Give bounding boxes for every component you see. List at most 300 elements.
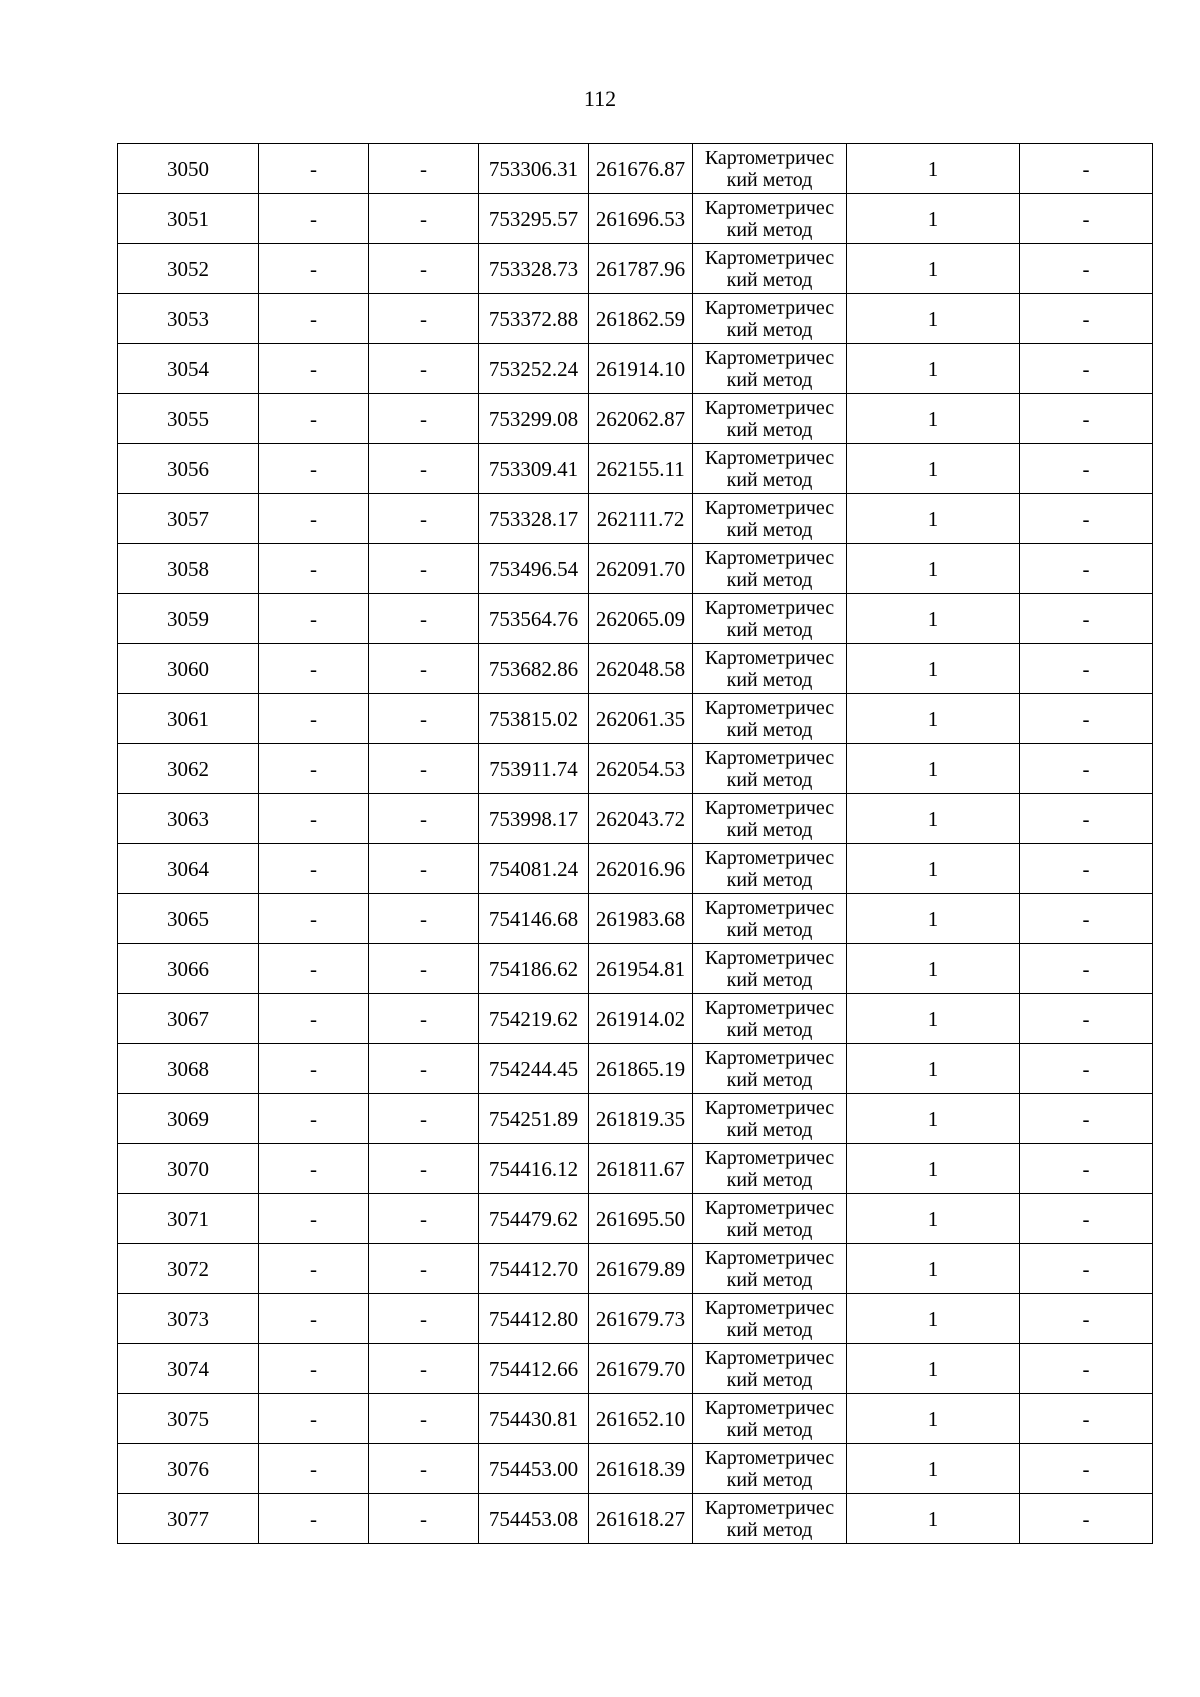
table-row bbox=[118, 594, 1153, 644]
point-id-cell: 3072 bbox=[118, 1244, 259, 1294]
method-text-line1: Картометричес bbox=[704, 496, 835, 519]
method-text-line2: кий метод bbox=[726, 768, 813, 791]
method-text-line1: Картометричес bbox=[704, 796, 835, 819]
y-coordinate-cell: 261696.53 bbox=[589, 194, 693, 244]
method-text-line2: кий метод bbox=[726, 318, 813, 341]
dash-cell: - bbox=[259, 1494, 369, 1544]
method-text-line2: кий метод bbox=[726, 218, 813, 241]
y-coordinate-cell: 261811.67 bbox=[589, 1144, 693, 1194]
x-coordinate-cell: 753496.54 bbox=[479, 544, 589, 594]
method-text-line2: кий метод bbox=[726, 168, 813, 191]
count-cell: 1 bbox=[847, 494, 1020, 544]
point-id-cell: 3050 bbox=[118, 144, 259, 194]
count-cell: 1 bbox=[847, 344, 1020, 394]
point-id-cell: 3059 bbox=[118, 594, 259, 644]
method-text-line2: кий метод bbox=[726, 918, 813, 941]
dash-cell: - bbox=[259, 1044, 369, 1094]
method-cell bbox=[693, 994, 847, 1044]
dash-cell: - bbox=[1020, 1144, 1153, 1194]
y-coordinate-cell: 261914.02 bbox=[589, 994, 693, 1044]
point-id-cell: 3063 bbox=[118, 794, 259, 844]
count-cell: 1 bbox=[847, 1044, 1020, 1094]
page-number: 112 bbox=[583, 86, 617, 111]
dash-cell: - bbox=[1020, 694, 1153, 744]
dash-cell: - bbox=[259, 294, 369, 344]
dash-cell: - bbox=[1020, 894, 1153, 944]
point-id-cell: 3064 bbox=[118, 844, 259, 894]
table-row bbox=[118, 1044, 1153, 1094]
point-id-cell: 3069 bbox=[118, 1094, 259, 1144]
method-text-line1: Картометричес bbox=[704, 396, 835, 419]
dash-cell: - bbox=[259, 744, 369, 794]
method-text-line1: Картометричес bbox=[704, 446, 835, 469]
method-text-line1: Картометричес bbox=[704, 1196, 835, 1219]
dash-cell: - bbox=[1020, 944, 1153, 994]
count-cell: 1 bbox=[847, 1194, 1020, 1244]
method-cell bbox=[693, 1244, 847, 1294]
dash-cell: - bbox=[1020, 544, 1153, 594]
y-coordinate-cell: 261679.73 bbox=[589, 1294, 693, 1344]
dash-cell: - bbox=[369, 1394, 479, 1444]
point-id-cell: 3054 bbox=[118, 344, 259, 394]
point-id-cell: 3076 bbox=[118, 1444, 259, 1494]
dash-cell: - bbox=[259, 194, 369, 244]
x-coordinate-cell: 753309.41 bbox=[479, 444, 589, 494]
x-coordinate-cell: 754219.62 bbox=[479, 994, 589, 1044]
table-row bbox=[118, 694, 1153, 744]
x-coordinate-cell: 754453.08 bbox=[479, 1494, 589, 1544]
table-row bbox=[118, 494, 1153, 544]
point-id-cell: 3075 bbox=[118, 1394, 259, 1444]
count-cell: 1 bbox=[847, 1144, 1020, 1194]
x-coordinate-cell: 753328.17 bbox=[479, 494, 589, 544]
method-cell bbox=[693, 144, 847, 194]
method-text-line2: кий метод bbox=[726, 1268, 813, 1291]
method-cell bbox=[693, 344, 847, 394]
dash-cell: - bbox=[1020, 1294, 1153, 1344]
dash-cell: - bbox=[259, 844, 369, 894]
y-coordinate-cell: 261914.10 bbox=[589, 344, 693, 394]
point-id-cell: 3051 bbox=[118, 194, 259, 244]
count-cell: 1 bbox=[847, 894, 1020, 944]
dash-cell: - bbox=[1020, 244, 1153, 294]
table-row bbox=[118, 794, 1153, 844]
count-cell: 1 bbox=[847, 594, 1020, 644]
method-text-line1: Картометричес bbox=[704, 896, 835, 919]
method-text-line1: Картометричес bbox=[704, 196, 835, 219]
dash-cell: - bbox=[259, 394, 369, 444]
count-cell: 1 bbox=[847, 244, 1020, 294]
dash-cell: - bbox=[1020, 1094, 1153, 1144]
method-text-line2: кий метод bbox=[726, 1118, 813, 1141]
dash-cell: - bbox=[369, 444, 479, 494]
coordinates-table bbox=[117, 143, 1153, 1544]
method-cell bbox=[693, 594, 847, 644]
point-id-cell: 3055 bbox=[118, 394, 259, 444]
y-coordinate-cell: 261618.27 bbox=[589, 1494, 693, 1544]
x-coordinate-cell: 754186.62 bbox=[479, 944, 589, 994]
dash-cell: - bbox=[1020, 444, 1153, 494]
dash-cell: - bbox=[369, 1344, 479, 1394]
point-id-cell: 3066 bbox=[118, 944, 259, 994]
table-row bbox=[118, 144, 1153, 194]
dash-cell: - bbox=[1020, 1194, 1153, 1244]
dash-cell: - bbox=[259, 444, 369, 494]
dash-cell: - bbox=[369, 194, 479, 244]
table-row bbox=[118, 644, 1153, 694]
x-coordinate-cell: 753682.86 bbox=[479, 644, 589, 694]
y-coordinate-cell: 261676.87 bbox=[589, 144, 693, 194]
y-coordinate-cell: 261679.89 bbox=[589, 1244, 693, 1294]
method-cell bbox=[693, 1144, 847, 1194]
count-cell: 1 bbox=[847, 1444, 1020, 1494]
count-cell: 1 bbox=[847, 794, 1020, 844]
dash-cell: - bbox=[259, 1444, 369, 1494]
x-coordinate-cell: 753328.73 bbox=[479, 244, 589, 294]
dash-cell: - bbox=[259, 894, 369, 944]
x-coordinate-cell: 754412.66 bbox=[479, 1344, 589, 1394]
dash-cell: - bbox=[259, 1344, 369, 1394]
dash-cell: - bbox=[1020, 194, 1153, 244]
x-coordinate-cell: 753564.76 bbox=[479, 594, 589, 644]
dash-cell: - bbox=[1020, 344, 1153, 394]
method-cell bbox=[693, 644, 847, 694]
method-text-line2: кий метод bbox=[726, 268, 813, 291]
dash-cell: - bbox=[1020, 144, 1153, 194]
count-cell: 1 bbox=[847, 444, 1020, 494]
table-row bbox=[118, 544, 1153, 594]
method-cell bbox=[693, 1344, 847, 1394]
dash-cell: - bbox=[369, 594, 479, 644]
dash-cell: - bbox=[259, 494, 369, 544]
table-row bbox=[118, 344, 1153, 394]
table-row bbox=[118, 844, 1153, 894]
method-text-line1: Картометричес bbox=[704, 596, 835, 619]
point-id-cell: 3057 bbox=[118, 494, 259, 544]
dash-cell: - bbox=[1020, 1344, 1153, 1394]
y-coordinate-cell: 262054.53 bbox=[589, 744, 693, 794]
count-cell: 1 bbox=[847, 1494, 1020, 1544]
method-text-line1: Картометричес bbox=[704, 1346, 835, 1369]
x-coordinate-cell: 754081.24 bbox=[479, 844, 589, 894]
dash-cell: - bbox=[1020, 494, 1153, 544]
method-cell bbox=[693, 244, 847, 294]
x-coordinate-cell: 754453.00 bbox=[479, 1444, 589, 1494]
dash-cell: - bbox=[1020, 1494, 1153, 1544]
y-coordinate-cell: 262043.72 bbox=[589, 794, 693, 844]
method-cell bbox=[693, 794, 847, 844]
method-cell bbox=[693, 194, 847, 244]
y-coordinate-cell: 261618.39 bbox=[589, 1444, 693, 1494]
x-coordinate-cell: 753998.17 bbox=[479, 794, 589, 844]
table-body bbox=[118, 144, 1153, 1544]
point-id-cell: 3074 bbox=[118, 1344, 259, 1394]
method-text-line1: Картометричес bbox=[704, 296, 835, 319]
dash-cell: - bbox=[369, 544, 479, 594]
y-coordinate-cell: 262016.96 bbox=[589, 844, 693, 894]
dash-cell: - bbox=[369, 244, 479, 294]
table-row bbox=[118, 1444, 1153, 1494]
method-text-line2: кий метод bbox=[726, 1518, 813, 1541]
method-text-line1: Картометричес bbox=[704, 1146, 835, 1169]
dash-cell: - bbox=[369, 794, 479, 844]
x-coordinate-cell: 754412.80 bbox=[479, 1294, 589, 1344]
dash-cell: - bbox=[1020, 1444, 1153, 1494]
table-row bbox=[118, 1144, 1153, 1194]
x-coordinate-cell: 754430.81 bbox=[479, 1394, 589, 1444]
dash-cell: - bbox=[369, 644, 479, 694]
dash-cell: - bbox=[369, 744, 479, 794]
point-id-cell: 3073 bbox=[118, 1294, 259, 1344]
dash-cell: - bbox=[369, 294, 479, 344]
dash-cell: - bbox=[369, 144, 479, 194]
method-cell bbox=[693, 1294, 847, 1344]
method-cell bbox=[693, 844, 847, 894]
y-coordinate-cell: 262061.35 bbox=[589, 694, 693, 744]
y-coordinate-cell: 261652.10 bbox=[589, 1394, 693, 1444]
method-text-line2: кий метод bbox=[726, 968, 813, 991]
x-coordinate-cell: 753306.31 bbox=[479, 144, 589, 194]
method-cell bbox=[693, 1094, 847, 1144]
method-text-line1: Картометричес bbox=[704, 546, 835, 569]
method-text-line2: кий метод bbox=[726, 568, 813, 591]
dash-cell: - bbox=[259, 544, 369, 594]
x-coordinate-cell: 754146.68 bbox=[479, 894, 589, 944]
method-cell bbox=[693, 1044, 847, 1094]
method-text-line1: Картометричес bbox=[704, 1296, 835, 1319]
dash-cell: - bbox=[1020, 1394, 1153, 1444]
dash-cell: - bbox=[259, 594, 369, 644]
dash-cell: - bbox=[369, 894, 479, 944]
count-cell: 1 bbox=[847, 144, 1020, 194]
dash-cell: - bbox=[369, 844, 479, 894]
method-text-line2: кий метод bbox=[726, 1168, 813, 1191]
method-cell bbox=[693, 394, 847, 444]
dash-cell: - bbox=[1020, 994, 1153, 1044]
point-id-cell: 3065 bbox=[118, 894, 259, 944]
point-id-cell: 3068 bbox=[118, 1044, 259, 1094]
method-text-line1: Картометричес bbox=[704, 146, 835, 169]
y-coordinate-cell: 261862.59 bbox=[589, 294, 693, 344]
count-cell: 1 bbox=[847, 744, 1020, 794]
method-text-line1: Картометричес bbox=[704, 646, 835, 669]
dash-cell: - bbox=[259, 344, 369, 394]
method-text-line2: кий метод bbox=[726, 618, 813, 641]
y-coordinate-cell: 262048.58 bbox=[589, 644, 693, 694]
method-cell bbox=[693, 744, 847, 794]
method-cell bbox=[693, 544, 847, 594]
dash-cell: - bbox=[369, 1444, 479, 1494]
method-cell bbox=[693, 894, 847, 944]
method-text-line2: кий метод bbox=[726, 1068, 813, 1091]
method-cell bbox=[693, 944, 847, 994]
method-text-line2: кий метод bbox=[726, 418, 813, 441]
table-row bbox=[118, 294, 1153, 344]
dash-cell: - bbox=[369, 1094, 479, 1144]
method-text-line1: Картометричес bbox=[704, 746, 835, 769]
method-text-line1: Картометричес bbox=[704, 846, 835, 869]
x-coordinate-cell: 754244.45 bbox=[479, 1044, 589, 1094]
method-text-line2: кий метод bbox=[726, 718, 813, 741]
dash-cell: - bbox=[369, 494, 479, 544]
method-text-line1: Картометричес bbox=[704, 1246, 835, 1269]
y-coordinate-cell: 261787.96 bbox=[589, 244, 693, 294]
method-cell bbox=[693, 494, 847, 544]
count-cell: 1 bbox=[847, 944, 1020, 994]
count-cell: 1 bbox=[847, 694, 1020, 744]
dash-cell: - bbox=[369, 694, 479, 744]
dash-cell: - bbox=[1020, 644, 1153, 694]
dash-cell: - bbox=[259, 1194, 369, 1244]
table-row bbox=[118, 894, 1153, 944]
y-coordinate-cell: 262091.70 bbox=[589, 544, 693, 594]
method-text-line2: кий метод bbox=[726, 668, 813, 691]
method-text-line1: Картометричес bbox=[704, 1046, 835, 1069]
dash-cell: - bbox=[1020, 844, 1153, 894]
table-row bbox=[118, 1194, 1153, 1244]
method-cell bbox=[693, 1444, 847, 1494]
y-coordinate-cell: 262062.87 bbox=[589, 394, 693, 444]
dash-cell: - bbox=[369, 1194, 479, 1244]
count-cell: 1 bbox=[847, 644, 1020, 694]
table-row bbox=[118, 1294, 1153, 1344]
count-cell: 1 bbox=[847, 394, 1020, 444]
method-cell bbox=[693, 1194, 847, 1244]
dash-cell: - bbox=[369, 944, 479, 994]
y-coordinate-cell: 261865.19 bbox=[589, 1044, 693, 1094]
method-text-line2: кий метод bbox=[726, 1418, 813, 1441]
count-cell: 1 bbox=[847, 844, 1020, 894]
point-id-cell: 3077 bbox=[118, 1494, 259, 1544]
dash-cell: - bbox=[369, 1494, 479, 1544]
count-cell: 1 bbox=[847, 1244, 1020, 1294]
table-row bbox=[118, 744, 1153, 794]
table-row bbox=[118, 194, 1153, 244]
method-text-line1: Картометричес bbox=[704, 1096, 835, 1119]
method-text-line2: кий метод bbox=[726, 468, 813, 491]
count-cell: 1 bbox=[847, 544, 1020, 594]
point-id-cell: 3058 bbox=[118, 544, 259, 594]
table-row bbox=[118, 944, 1153, 994]
method-text-line1: Картометричес bbox=[704, 246, 835, 269]
method-text-line2: кий метод bbox=[726, 518, 813, 541]
table-row bbox=[118, 244, 1153, 294]
method-text-line2: кий метод bbox=[726, 368, 813, 391]
method-text-line1: Картометричес bbox=[704, 1396, 835, 1419]
x-coordinate-cell: 753299.08 bbox=[479, 394, 589, 444]
dash-cell: - bbox=[1020, 394, 1153, 444]
dash-cell: - bbox=[259, 1394, 369, 1444]
x-coordinate-cell: 753295.57 bbox=[479, 194, 589, 244]
dash-cell: - bbox=[1020, 294, 1153, 344]
method-cell bbox=[693, 294, 847, 344]
table-row bbox=[118, 1344, 1153, 1394]
dash-cell: - bbox=[259, 1094, 369, 1144]
dash-cell: - bbox=[259, 1244, 369, 1294]
count-cell: 1 bbox=[847, 994, 1020, 1044]
table-row bbox=[118, 1394, 1153, 1444]
method-text-line1: Картометричес bbox=[704, 1446, 835, 1469]
y-coordinate-cell: 261983.68 bbox=[589, 894, 693, 944]
point-id-cell: 3067 bbox=[118, 994, 259, 1044]
method-text-line2: кий метод bbox=[726, 1468, 813, 1491]
x-coordinate-cell: 753252.24 bbox=[479, 344, 589, 394]
dash-cell: - bbox=[259, 244, 369, 294]
y-coordinate-cell: 261679.70 bbox=[589, 1344, 693, 1394]
method-text-line1: Картометричес bbox=[704, 1496, 835, 1519]
dash-cell: - bbox=[259, 994, 369, 1044]
method-cell bbox=[693, 1494, 847, 1544]
count-cell: 1 bbox=[847, 1394, 1020, 1444]
dash-cell: - bbox=[1020, 794, 1153, 844]
dash-cell: - bbox=[369, 994, 479, 1044]
y-coordinate-cell: 262111.72 bbox=[589, 494, 693, 544]
dash-cell: - bbox=[369, 1244, 479, 1294]
y-coordinate-cell: 261954.81 bbox=[589, 944, 693, 994]
dash-cell: - bbox=[259, 694, 369, 744]
x-coordinate-cell: 754412.70 bbox=[479, 1244, 589, 1294]
method-text-line2: кий метод bbox=[726, 818, 813, 841]
x-coordinate-cell: 753372.88 bbox=[479, 294, 589, 344]
y-coordinate-cell: 261819.35 bbox=[589, 1094, 693, 1144]
point-id-cell: 3062 bbox=[118, 744, 259, 794]
dash-cell: - bbox=[1020, 594, 1153, 644]
method-cell bbox=[693, 694, 847, 744]
count-cell: 1 bbox=[847, 1344, 1020, 1394]
dash-cell: - bbox=[259, 944, 369, 994]
method-text-line1: Картометричес bbox=[704, 996, 835, 1019]
y-coordinate-cell: 262065.09 bbox=[589, 594, 693, 644]
method-text-line1: Картометричес bbox=[704, 346, 835, 369]
method-cell bbox=[693, 1394, 847, 1444]
dash-cell: - bbox=[259, 144, 369, 194]
dash-cell: - bbox=[1020, 744, 1153, 794]
dash-cell: - bbox=[369, 1144, 479, 1194]
dash-cell: - bbox=[369, 344, 479, 394]
count-cell: 1 bbox=[847, 294, 1020, 344]
method-text-line2: кий метод bbox=[726, 1018, 813, 1041]
dash-cell: - bbox=[259, 1294, 369, 1344]
dash-cell: - bbox=[259, 644, 369, 694]
method-text-line2: кий метод bbox=[726, 1368, 813, 1391]
point-id-cell: 3052 bbox=[118, 244, 259, 294]
count-cell: 1 bbox=[847, 1294, 1020, 1344]
method-text-line1: Картометричес bbox=[704, 946, 835, 969]
point-id-cell: 3061 bbox=[118, 694, 259, 744]
dash-cell: - bbox=[1020, 1244, 1153, 1294]
y-coordinate-cell: 262155.11 bbox=[589, 444, 693, 494]
table-row bbox=[118, 994, 1153, 1044]
dash-cell: - bbox=[259, 794, 369, 844]
point-id-cell: 3070 bbox=[118, 1144, 259, 1194]
x-coordinate-cell: 753911.74 bbox=[479, 744, 589, 794]
table-row bbox=[118, 394, 1153, 444]
point-id-cell: 3053 bbox=[118, 294, 259, 344]
x-coordinate-cell: 753815.02 bbox=[479, 694, 589, 744]
dash-cell: - bbox=[369, 1294, 479, 1344]
x-coordinate-cell: 754416.12 bbox=[479, 1144, 589, 1194]
dash-cell: - bbox=[259, 1144, 369, 1194]
method-cell bbox=[693, 444, 847, 494]
table-row bbox=[118, 1494, 1153, 1544]
point-id-cell: 3056 bbox=[118, 444, 259, 494]
dash-cell: - bbox=[1020, 1044, 1153, 1094]
count-cell: 1 bbox=[847, 194, 1020, 244]
method-text-line1: Картометричес bbox=[704, 696, 835, 719]
x-coordinate-cell: 754251.89 bbox=[479, 1094, 589, 1144]
y-coordinate-cell: 261695.50 bbox=[589, 1194, 693, 1244]
table-row bbox=[118, 1244, 1153, 1294]
